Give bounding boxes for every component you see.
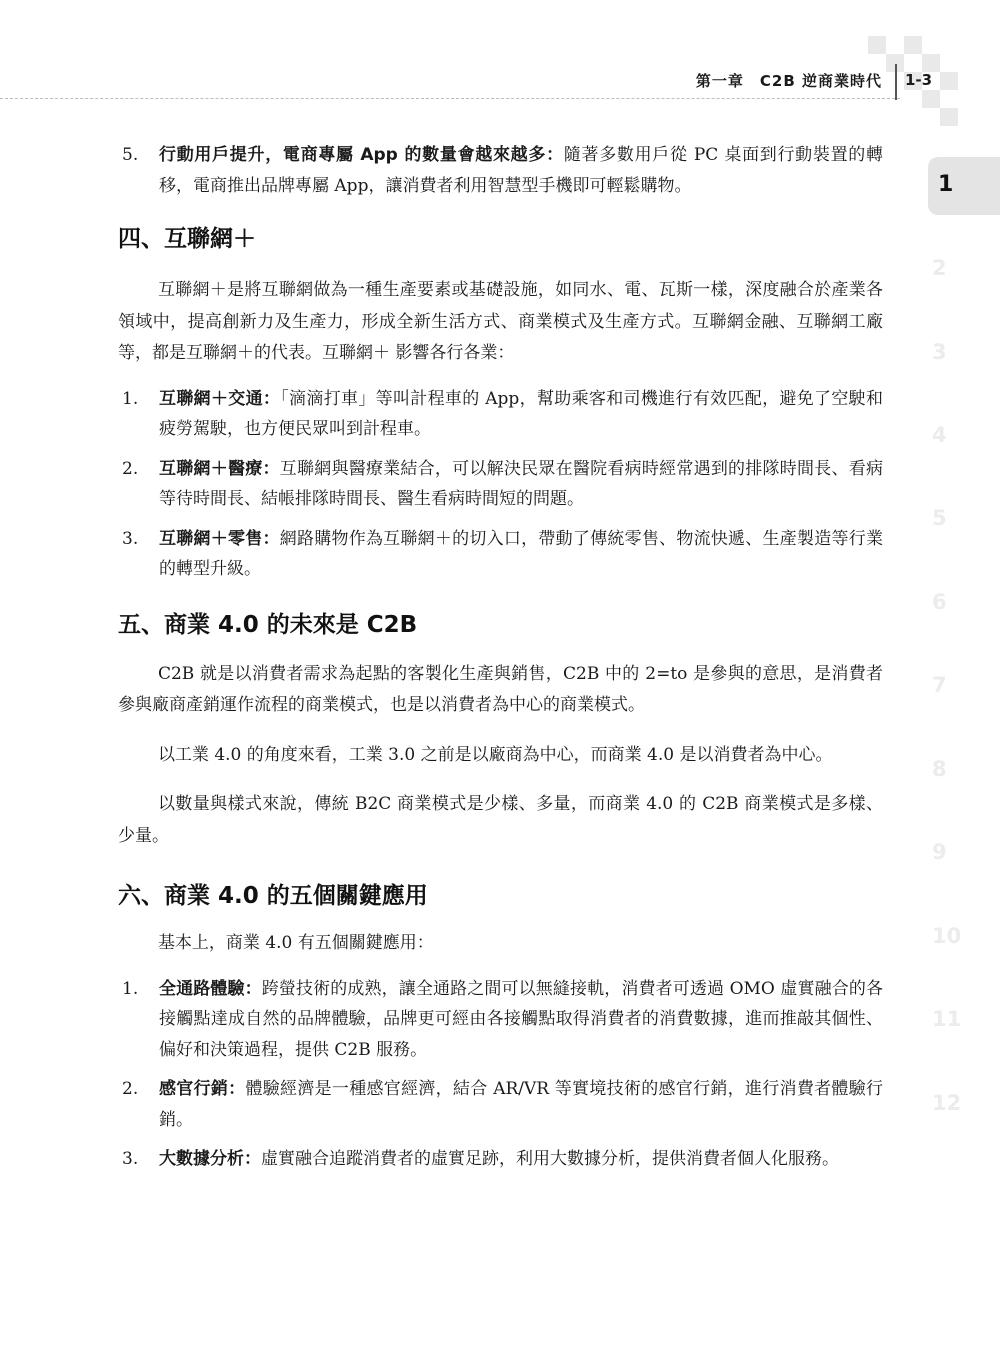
chapter-tab-3: 3 [932,340,947,364]
running-header-chapter-title: 第一章 C2B 逆商業時代 [695,72,882,90]
page-number: 1-3 [905,71,933,89]
section-4-list [118,384,883,585]
chapter-tab-5: 5 [932,506,947,530]
list-item-term: 互聯網＋零售： [159,528,280,549]
chapter-tab-active: 1 [928,157,1000,215]
list-item-number: 1. [122,978,139,999]
list-item-number: 1. [122,388,139,409]
chapter-tab-12: 12 [932,1091,962,1115]
section-heading-4: 四、互聯網＋ [118,226,256,252]
chapter-tab-7: 7 [932,673,947,697]
section-heading-6: 六、商業 4.0 的五個關鍵應用 [118,883,428,909]
chapter-tab-8: 8 [932,757,947,781]
list-item [118,1074,883,1135]
chapter-tab-2: 2 [932,256,947,280]
list-item-term: 感官行銷： [159,1079,246,1099]
list-item [118,384,883,445]
chapter-tab-6: 6 [932,590,947,614]
header-divider [895,64,897,100]
section-5-paragraph: 以工業 4.0 的角度來看，工業 3.0 之前是以廠商為中心，而商業 4.0 是以消費者為中心。 [157,744,833,765]
chapter-tab-9: 9 [932,840,947,864]
chapter-tab-10: 10 [932,924,962,948]
page-body [118,140,883,1175]
header-rule [0,98,900,99]
list-item-number: 3. [122,1149,139,1169]
section-heading-5: 五、商業 4.0 的未來是 C2B [118,611,418,638]
list-item [118,1144,883,1175]
list-item-number: 5. [122,145,139,165]
list-item [118,454,883,515]
list-item-text: 跨螢技術的成熟，讓全通路之間可以無縫接軌，消費者可透過 OMO 虛實融合的各接觸點達成自然的品牌體驗，品牌更可經由各接觸點取得消費者的消費數據，進而推敲其個性、偏好和決策過程，提供 C2B 服務。 [159,978,884,1060]
chapter-tab-11: 11 [932,1007,962,1031]
top-list [118,140,883,201]
section-4-intro: 互聯網＋是將互聯網做為一種生產要素或基礎設施，如同水、電、瓦斯一樣，深度融合於產業各領域中，提高創新力及生產力，形成全新生活方式、商業模式及生產方式。互聯網金融、互聯網工廠等，都是互聯網＋的代表。互聯網＋ 影響各行各業： [118,280,883,363]
list-item-text: 「滴滴打車」等叫計程車的 App，幫助乘客和司機進行有效匹配，避免了空駛和疲勞駕駛，也方便民眾叫到計程車。 [159,388,883,439]
list-item-term: 互聯網＋醫療： [159,458,280,479]
section-5-paragraph: 以數量與樣式來說，傳統 B2C 商業模式是少樣、多量，而商業 4.0 的 C2B 商業模式是多樣、少量。 [118,794,883,846]
section-5-paragraph: C2B 就是以消費者需求為起點的客製化生產與銷售，C2B 中的 2=to 是參與的意思，是消費者參與廠商產銷運作流程的商業模式，也是以消費者為中心的商業模式。 [118,663,883,715]
list-item [118,140,883,201]
list-item-term: 互聯網＋交通： [159,388,281,409]
chapter-tab-4: 4 [932,423,947,447]
list-item-term: 大數據分析： [159,1149,261,1169]
section-6-list [118,974,883,1175]
list-item-text: 體驗經濟是一種感官經濟，結合 AR/VR 等實境技術的感官行銷，進行消費者體驗行銷。 [159,1079,884,1130]
list-item-term: 行動用戶提升，電商專屬 App 的數量會越來越多： [159,145,564,165]
list-item-number: 2. [122,1079,139,1099]
list-item [118,524,883,585]
list-item-text: 隨著多數用戶從 PC 桌面到行動裝置的轉移，電商推出品牌專屬 App，讓消費者利用智慧型手機即可輕鬆購物。 [159,145,883,196]
list-item-number: 2. [122,458,139,479]
section-6-intro: 基本上，商業 4.0 有五個關鍵應用： [157,933,434,953]
list-item-term: 全通路體驗： [159,978,262,999]
list-item-number: 3. [122,528,139,549]
list-item [118,974,883,1066]
list-item-text: 虛實融合追蹤消費者的虛實足跡，利用大數據分析，提供消費者個人化服務。 [261,1149,839,1169]
list-item-text: 網路購物作為互聯網＋的切入口，帶動了傳統零售、物流快遞、生產製造等行業的轉型升級。 [159,528,884,579]
list-item-text: 互聯網與醫療業結合，可以解決民眾在醫院看病時經常遇到的排隊時間長、看病等待時間長、結帳排隊時間長、醫生看病時間短的問題。 [159,458,884,509]
